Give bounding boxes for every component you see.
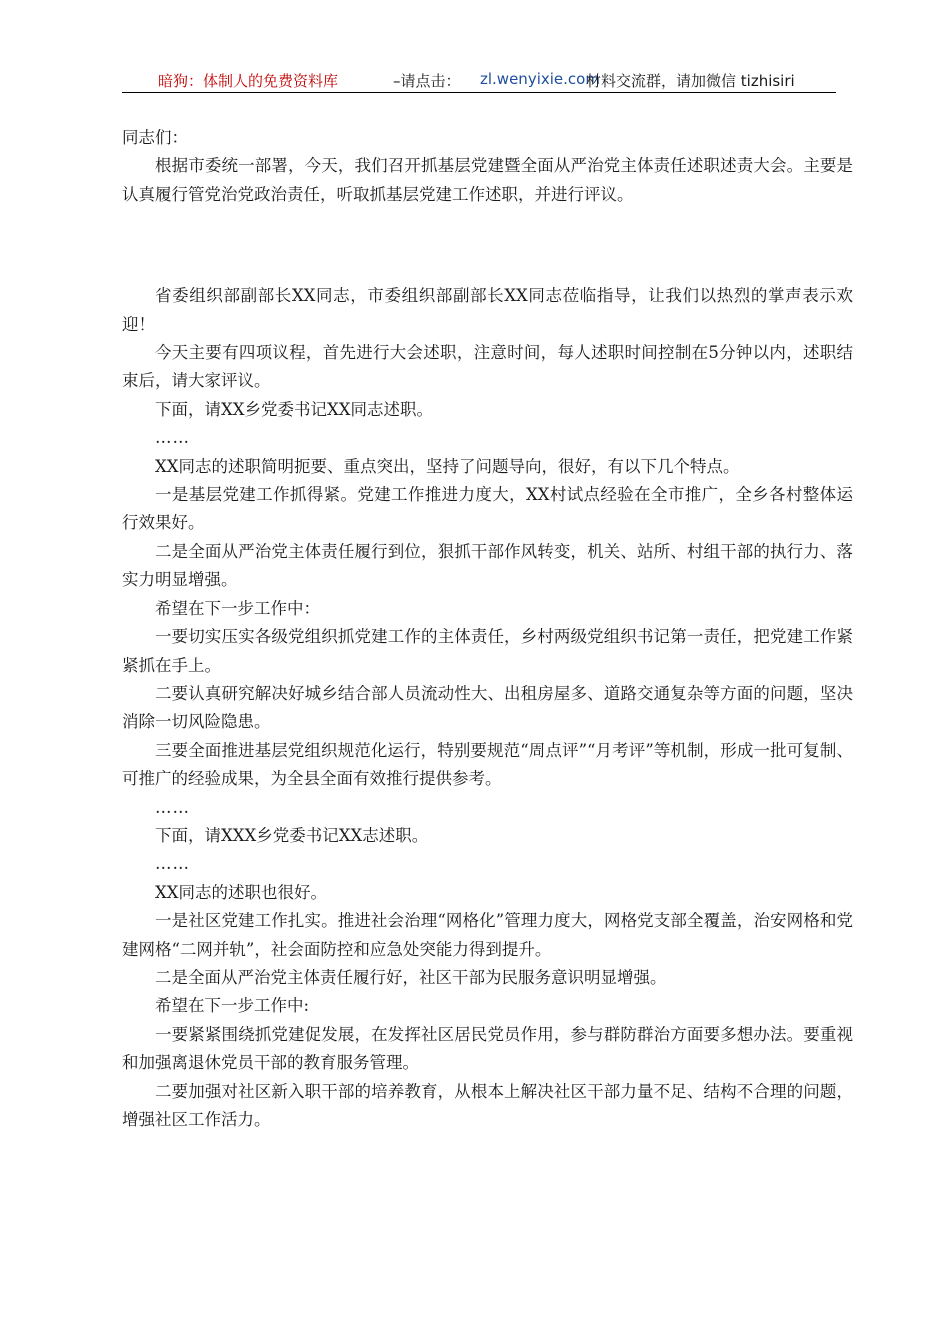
blank-gap xyxy=(122,209,853,282)
paragraph: 三要全面推进基层党组织规范化运行，特别要规范“周点评”“月考评”等机制，形成一批可复制、可推广的经验成果，为全县全面有效推行提供参考。 xyxy=(122,740,853,789)
paragraph: 一是基层党建工作抓得紧。党建工作推进力度大，XX村试点经验在全市推广，全乡各村整体运行效果好。 xyxy=(122,485,853,533)
paragraph: 希望在下一步工作中： xyxy=(155,598,320,618)
salutation: 同志们： xyxy=(122,128,188,147)
paragraph: 一要切实压实各级党组织抓党建工作的主体责任，乡村两级党组织书记第一责任，把党建工作紧紧抓在手上。 xyxy=(122,627,853,675)
header-click-prefix: –请点击： xyxy=(393,72,461,90)
intro-paragraph: 根据市委统一部署，今天，我们召开抓基层党建暨全面从严治党主体责任述职述责大会。主要是认真履行管党治党政治责任，听取抓基层党建工作述职，并进行评议。 xyxy=(122,156,853,204)
paragraph: 下面，请XX乡党委书记XX同志述职。 xyxy=(155,399,433,419)
paragraph: 二是全面从严治党主体责任履行好，社区干部为民服务意识明显增强。 xyxy=(155,967,667,987)
paragraph: 省委组织部副部长XX同志，市委组织部副部长XX同志莅临指导，让我们以热烈的掌声表示欢迎！ xyxy=(122,286,853,334)
paragraph: 希望在下一步工作中: xyxy=(155,996,310,1016)
paragraph: 一要紧紧围绕抓党建促发展，在发挥社区居民党员作用，参与群防群治方面要多想办法。要重视和加强离退休党员干部的教育服务管理。 xyxy=(122,1024,853,1073)
ellipsis: …… xyxy=(155,428,190,448)
document-body xyxy=(122,124,853,1134)
paragraph: 二要认真研究解决好城乡结合部人员流动性大、出租房屋多、道路交通复杂等方面的问题，坚决消除一切风险隐患。 xyxy=(122,683,853,732)
ellipsis: …… xyxy=(155,797,190,817)
header-link[interactable]: zl.wenyixie.com xyxy=(480,70,600,88)
paragraph: XX同志的述职简明扼要、重点突出，坚持了问题导向，很好，有以下几个特点。 xyxy=(155,456,740,476)
paragraph: XX同志的述职也很好。 xyxy=(155,882,327,902)
paragraph: 今天主要有四项议程，首先进行大会述职，注意时间，每人述职时间控制在5分钟以内，述职结束后，请大家评议。 xyxy=(122,343,853,391)
paragraph: 一是社区党建工作扎实。推进社会治理“网格化”管理力度大，网格党支部全覆盖，治安网格和党建网格“二网并轨”，社会面防控和应急处突能力得到提升。 xyxy=(122,911,853,959)
paragraph: 二要加强对社区新入职干部的培养教育，从根本上解决社区干部力量不足、结构不合理的问题，增强社区工作活力。 xyxy=(122,1081,853,1129)
ellipsis: …… xyxy=(155,854,190,874)
page-header xyxy=(122,66,836,93)
paragraph: 二是全面从严治党主体责任履行到位，狠抓干部作风转变，机关、站所、村组干部的执行力、落实力明显增强。 xyxy=(122,541,853,590)
header-wechat: 材料交流群，请加微信 tizhisiri xyxy=(586,72,795,90)
header-promo: 暗狗：体制人的免费资料库 xyxy=(158,72,339,90)
paragraph: 下面，请XXX乡党委书记XX志述职。 xyxy=(155,825,429,845)
